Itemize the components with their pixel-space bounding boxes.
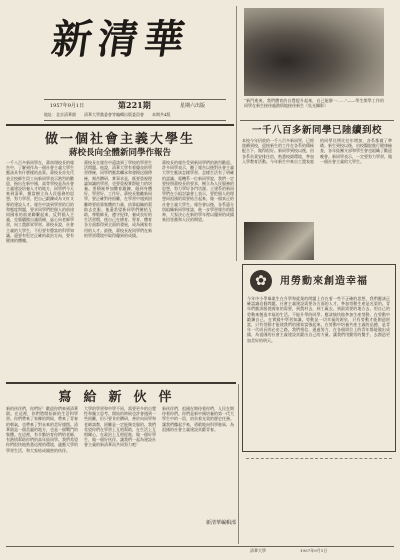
right-lower-ornament xyxy=(246,458,392,539)
masthead-publisher: 地址：北京清華園 清華大學黨委會等編輯出版委員會 本期共4版 xyxy=(44,112,171,117)
bottom-rule xyxy=(6,382,236,384)
bottom-signoff: 新清華編輯部 xyxy=(205,520,236,526)
boxed-article-title: 用勞動來創造幸福 xyxy=(280,276,368,287)
main-rule-top xyxy=(6,124,234,126)
boxed-article-icon: ✿ xyxy=(250,270,272,292)
photo-caption: “新門進來，我們體育的自覺提升起來，自己能辦一……”——學生開學工作的同學在新生接待處熱情地接待新生（吳光攝影） xyxy=(244,98,384,109)
boxed-article-body: 今年中小學畢業生在升學和就業的問題上存在着一些不正確的思想，我們應該正確認識這個問題。社會主義建設需要各方面的人才，參加勞動生產是光榮的。青年們應該服從國家的需要，到農村去，到工廠去，到最需要的地方去，用自己的勞動來創造幸福的生活。不能升學的同學，應該愉快地參加生產勞動，在勞動中鍛鍊自己，在實踐中學習知識。勞動是一切幸福的源泉，只有勞動才能創造財富，只有勞動才能使我們的國家富強起來。在勞動中培養共產主義的品德，是青年一代成長的必由之路。我們相信，通過努力，在各個崗位上的青年都能做出成績，為祖國的社會主義建設貢獻出自己的力量。讓我們用勤勞的雙手，去創造更加美好的明天。 xyxy=(247,296,390,343)
main-headline: 做一個社會主義大學生 xyxy=(44,132,195,147)
footer-right: 1957年9月1日 xyxy=(300,548,328,553)
right-small-photo xyxy=(244,222,314,260)
main-article-col1: 一千八百多新同學在，蔣南翔校長的報告中，了解到作為一個社會主義大學生應該具有什麼樣的品質。蔣校長首先代表全校師生員工向新同學表示熱烈的歡迎，指出在新中國，高等學校是為社會主義建設培養人才的地方，同學們今天來到清華，應當樹立為人民服務的思想，努力學習，把自己鍛鍊成為又紅又專的建設人才。報告中談到學習的目的和態度問題，要求同學們把個人的前途同國家的前途聯繫起來，反對個人主義，克服驕傲自滿情緒，虛心向老師學習，向工農群眾學習。蔣校長說，社會主義的大學生，不但要有豐富的科學知識，還要有堅定正確的政治方向，要有健康的體魄。 xyxy=(6,160,74,244)
masthead-title: 新清華 xyxy=(48,16,194,63)
masthead-rule-bottom xyxy=(44,120,226,121)
main-subhead: 蔣校長向全體新同學作報告 xyxy=(68,148,171,158)
masthead-weekday: 星期六出版 xyxy=(180,103,206,109)
masthead-issue: 第221期 xyxy=(118,100,151,110)
column-divider-vertical xyxy=(236,6,237,261)
news-photo xyxy=(244,8,384,96)
footer-left: 清華大學 xyxy=(250,548,266,553)
main-article-col3: 蔣校長的報告受到新同學們的熱烈歡迎。許多同學表示，聽了報告以後對社會主義大學生應該怎樣學習、怎樣生活有了明確的認識。電機系一位新同學說，我們一定要按照蔣校長的要求，樹立為人民服務的思想，努力學好各門功課。土建系的新同學們在小組討論會上表示，要把個人的理想同祖國的需要結合起來，做一個真正的社會主義大學生。報告會以後，各系還分別組織新同學座談，進一步學習報告的精神，大家決心在新的學年裡以優異的成績來回答黨和人民的期望。 xyxy=(162,160,234,223)
bottom-article-col1: 新的伙伴們，你們好！歡迎你們來到清華園。在這裡，你們將開始新的生活和學習。你們帶來了家鄉的問候，帶來了青春的朝氣，也帶來了對未來的美好憧憬。清華園是一個美麗的地方，也是一個戰鬥的集體。在這裡，有辛勤培育你們的老師，有熱情幫助你們的高年級同學。我們希望你們很快地熟悉這裡的環境，適應大學的學習生活，和大家結成親密的伙伴。 xyxy=(6,406,78,453)
footer-rule xyxy=(6,546,394,547)
bottom-divider-vertical xyxy=(238,384,239,544)
right-rule-top xyxy=(240,120,394,121)
main-article-col2: 蔣校長在報告中還談到了學校的學習生活問題。他說，清華大學有着優良的學習傳統，同學們應當繼承和發揚這個傳統，刻苦鑽研，實事求是，既要重視理論知識的學習，也要重視實際能力的培養。要積極參加體育鍛鍊，做到身體好、學習好、工作好。蔣校長勉勵新同學，要正確對待困難，在學習中遇到困難時要依靠集體的力量，依靠組織的幫助去克服。他還希望新同學們團結互助，尊敬師長，遵守紀律，養成良好的生活習慣，使自己在德育、智育、體育各方面都得到全面的發展，成為國家有用的人才。最後，蔣校長祝同學們在新的學習環境中取得優異的成績。 xyxy=(84,160,152,238)
right-headline: 一千八百多新同學已陸續到校 xyxy=(251,125,382,136)
bottom-article-col3: 新伙伴們，祖國在期待着你們，人民在期待着你們。你們是新中國培養的第一代大學生中的一員，肩負着光榮的歷史任務。讓我們攜起手來，勇敢地向科學進軍，為祖國的社會主義建設貢獻青春。 xyxy=(162,406,234,432)
bottom-headline: 寫給新伙伴 xyxy=(58,390,184,405)
bottom-article-col2: 大學的學習和中學不同，需要更多的自覺性和獨立思考。開始的時候也許會遇到一些困難，但只要肯於鑽研，善於向同學和老師請教，困難是一定能夠克服的。我們希望你們在學習上互相幫助，在生活上互相關心，在政治上互相促進，做一個好學生，做一個好伙伴。讓我們一起為建設社會主義的新清華而共同努力吧！ xyxy=(84,406,156,448)
masthead-date: 1957年9月1日 xyxy=(50,103,85,109)
right-article: 本校今年招收的一千八百多新同學，已經陸續到校，迎接新生的工作在各系的積極配合下，做得很好。新同學到校以後，由各系負責安排住宿，熟悉校園環境，參加入學教育活動。今年新生中來自工農家庭的同學比例比往年增加，各系都做了準備。新生到校以後，由校醫院進行健康檢查，各年級團支部和學生會也組織了歡迎晚會。新同學表示，一定要努力學習，做一個社會主義的大學生。 xyxy=(242,138,392,164)
